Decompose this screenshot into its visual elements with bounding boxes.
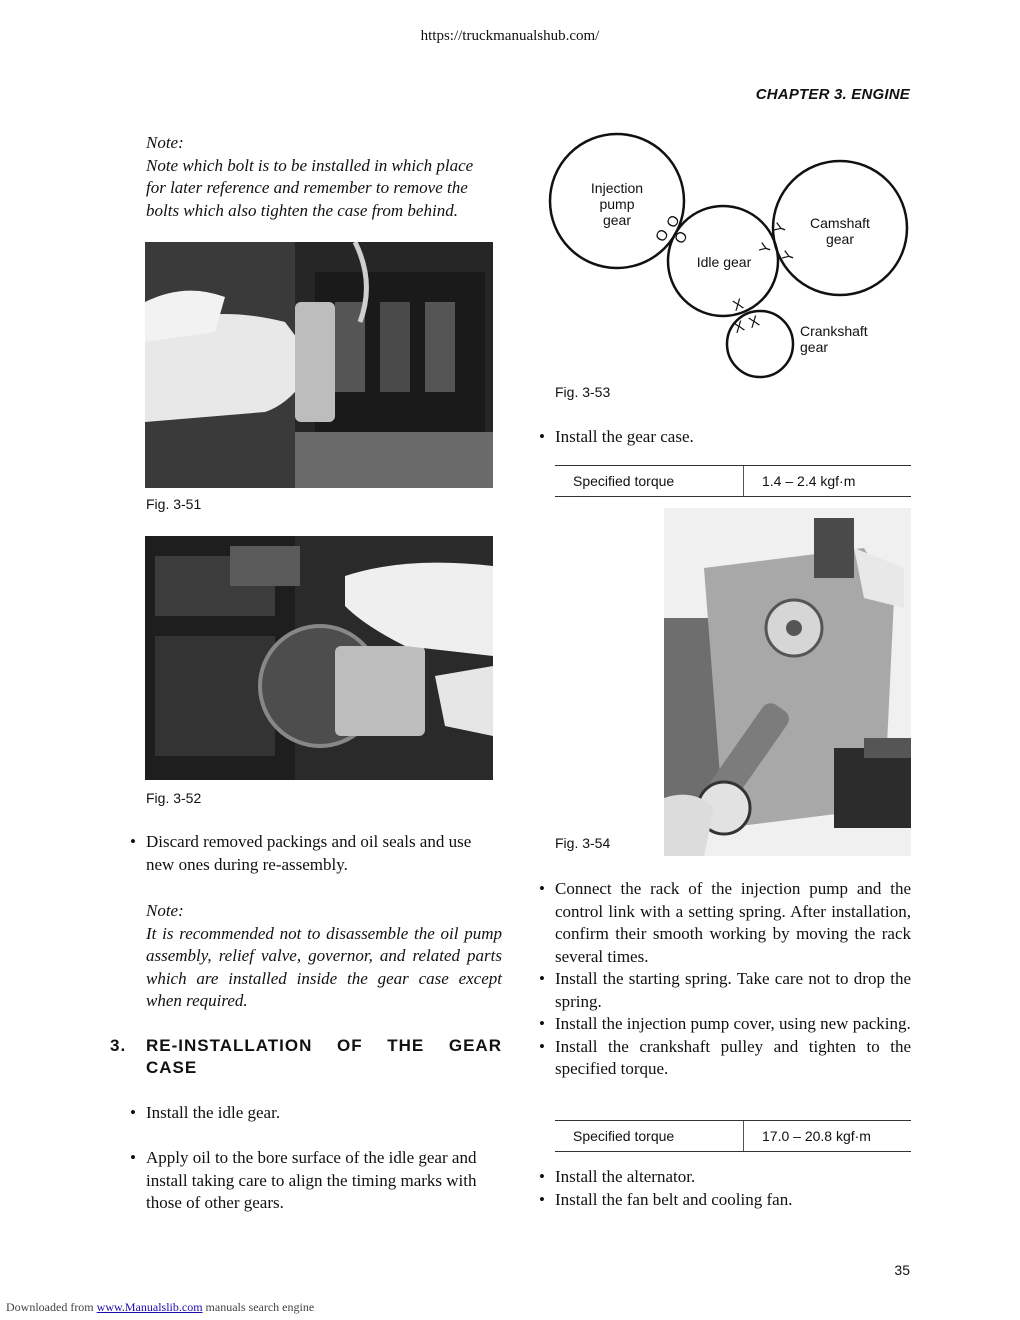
- photo-fig-3-52: [145, 536, 493, 780]
- label-camshaft-gear: gear: [825, 231, 855, 247]
- bullet-text: Install the crankshaft pulley and tighten to the specified torque.: [555, 1036, 911, 1078]
- bullet-text: Install the injection pump cover, using new packing.: [555, 1014, 911, 1033]
- bullet-item: • Install the crankshaft pulley and tighten to the specified torque.: [539, 1036, 911, 1078]
- bullet-text: Install the alternator.: [555, 1167, 696, 1186]
- photo-fig-3-51: [145, 242, 493, 488]
- label-camshaft-gear: Camshaft: [810, 215, 870, 231]
- download-footer: [6, 1300, 314, 1315]
- source-url: https://truckmanualshub.com/: [420, 28, 600, 44]
- fig-caption-3-52: Fig. 3-52: [146, 790, 202, 806]
- bullet-text-gearcase: Install the gear case.: [555, 427, 694, 446]
- timing-mark-x: X: [746, 312, 762, 332]
- fig-caption-3-54: Fig. 3-54: [555, 835, 611, 851]
- note-oil-pump: [146, 900, 502, 1013]
- bullet-list-final: [539, 1166, 911, 1211]
- note-line: bolts which also tighten the case from behind.: [146, 200, 458, 220]
- bullet-item: • Apply oil to the bore surface of the idle gear and install taking care to align the timing marks with those of other gears.: [130, 1148, 477, 1212]
- photo-torque-wrench-gear-case: [664, 508, 911, 856]
- bullet-list-assembly: [539, 878, 911, 1081]
- manualslib-link[interactable]: www.Manualslib.com: [96, 1300, 203, 1314]
- label-crankshaft-gear: gear: [800, 339, 829, 355]
- torque-label: Specified torque: [555, 1121, 744, 1152]
- label-injection-pump-gear: gear: [602, 212, 632, 228]
- bullet-item: • Install the alternator.: [539, 1167, 696, 1186]
- bullet-text: Connect the rack of the injection pump and the control link with a setting spring. After installation, confirm their smooth working by moving the rack several times.: [555, 879, 911, 966]
- torque-value: 17.0 – 20.8 kgf·m: [744, 1121, 912, 1152]
- timing-mark-y: Y: [756, 240, 776, 256]
- note-line: Note which bolt is to be installed in which place: [146, 155, 474, 175]
- bullet-item: • Install the gear case.: [539, 427, 694, 446]
- photo-engine-bolt-removal: [145, 242, 493, 488]
- timing-mark-o: O: [671, 228, 692, 247]
- label-injection-pump-gear: pump: [599, 196, 635, 212]
- bullet-item: • Discard removed packings and oil seals and use new ones during re-assembly.: [130, 832, 472, 874]
- bullet-text: Install the fan belt and cooling fan.: [555, 1189, 793, 1209]
- chapter-title: CHAPTER 3. ENGINE: [755, 86, 910, 103]
- timing-mark-o: O: [663, 212, 684, 231]
- timing-mark-x: X: [730, 295, 746, 315]
- bullet-item: • Install the fan belt and cooling fan.: [539, 1189, 793, 1209]
- section-number: 3.: [110, 1036, 127, 1055]
- timing-mark-o: O: [652, 226, 673, 245]
- note-text: It is recommended not to disassemble the oil pump assembly, relief valve, governor, and related parts which are installed inside the gear case except when required.: [146, 923, 502, 1010]
- torque-value: 1.4 – 2.4 kgf·m: [744, 466, 912, 497]
- fig-caption-3-53: Fig. 3-53: [555, 384, 611, 400]
- bullet-item: • Connect the rack of the injection pump and the control link with a setting spring. After installation, confirm their smooth working by moving the rack several times.: [539, 879, 911, 966]
- photo-gear-case-installation: [145, 536, 493, 780]
- bullet-text-discard: Discard removed packings and oil seals and use new ones during re-assembly.: [146, 832, 472, 874]
- footer-suffix: manuals search engine: [205, 1300, 315, 1314]
- page-number: 35: [894, 1262, 910, 1278]
- note-bolts: [146, 132, 506, 222]
- footer-prefix: Downloaded from: [6, 1300, 94, 1314]
- bullet-text-idle: Install the idle gear.: [146, 1103, 281, 1122]
- label-crankshaft-gear: Crankshaft: [800, 323, 868, 339]
- photo-fig-3-54: [664, 508, 911, 856]
- note-title: Note:: [146, 901, 184, 920]
- section-title: RE-INSTALLATION OF THE GEAR CASE: [146, 1036, 502, 1077]
- bullet-item: • Install the starting spring. Take care not to drop the spring.: [539, 969, 911, 1011]
- torque-table-gear-case: [555, 465, 911, 497]
- label-injection-pump-gear: Injection: [590, 180, 644, 196]
- note-line: for later reference and remember to remove the: [146, 178, 468, 197]
- bullet-item: • Install the idle gear.: [130, 1103, 281, 1122]
- bullet-text-oil: Apply oil to the bore surface of the idle gear and install taking care to align the timing marks with those of other gears.: [146, 1148, 477, 1212]
- note-title: Note:: [146, 133, 184, 152]
- timing-mark-y: Y: [779, 248, 799, 264]
- timing-mark-y: Y: [771, 220, 791, 236]
- bullet-item: • Install the injection pump cover, using new packing.: [539, 1014, 911, 1033]
- label-idle-gear: Idle gear: [696, 254, 752, 270]
- bullet-text: Install the starting spring. Take care not to drop the spring.: [555, 969, 911, 1011]
- gear-timing-diagram: [540, 128, 920, 384]
- torque-label: Specified torque: [555, 466, 744, 497]
- fig-caption-3-51: Fig. 3-51: [146, 496, 202, 512]
- timing-mark-x: X: [731, 317, 747, 337]
- torque-table-crankshaft-pulley: [555, 1120, 911, 1152]
